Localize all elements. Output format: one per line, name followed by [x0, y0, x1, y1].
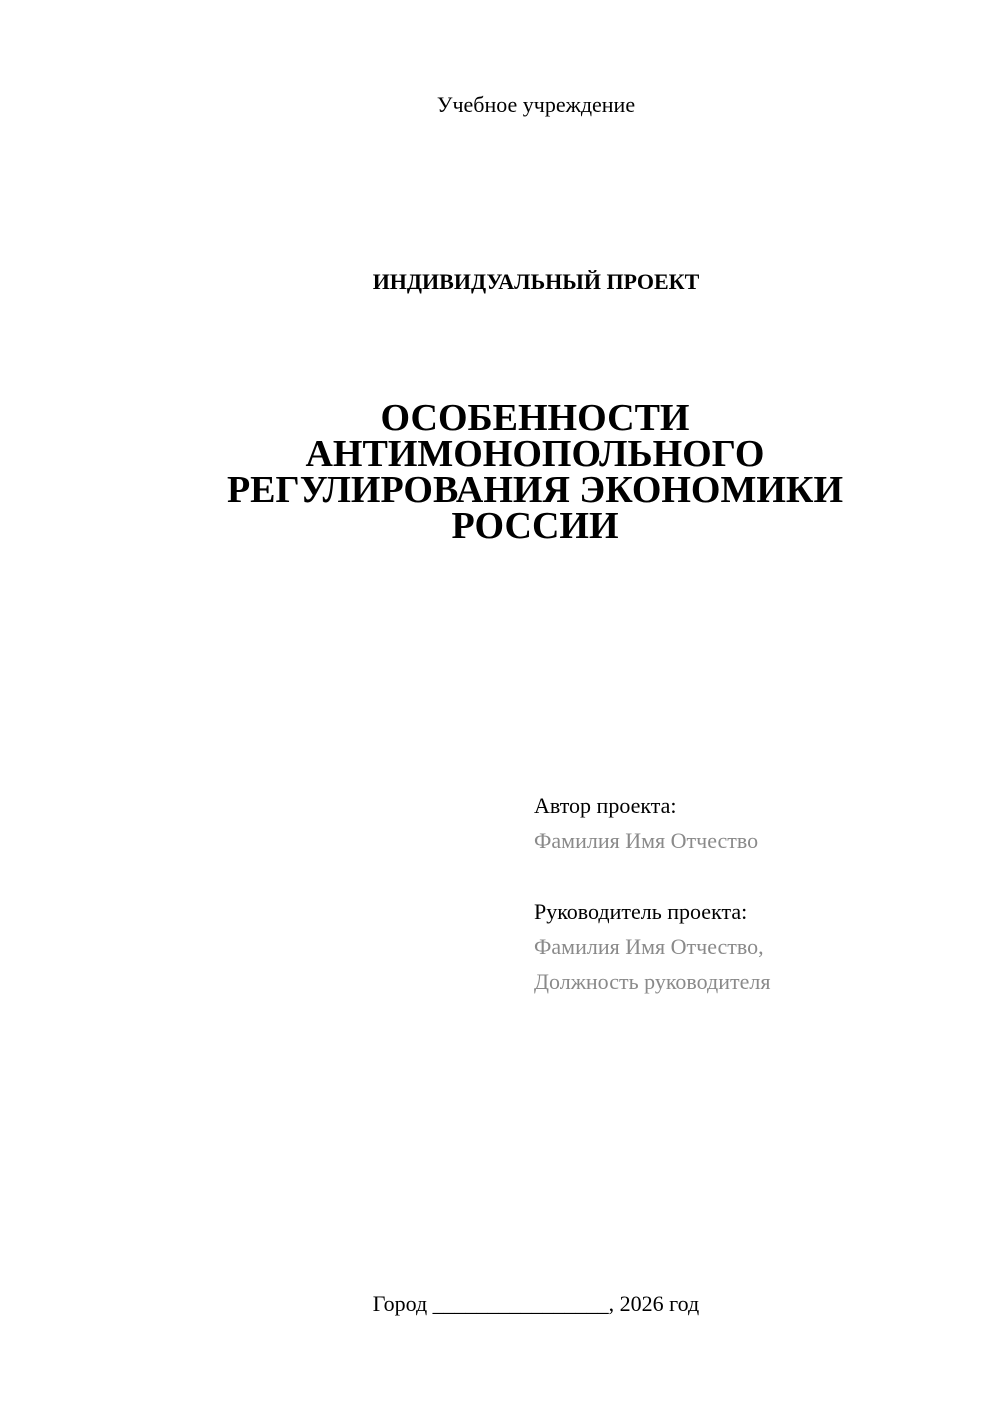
document-title — [150, 397, 920, 547]
info-spacer — [534, 858, 974, 894]
city-year: Город ________________, 2026 год — [372, 1291, 700, 1316]
title-line: АНТИМОНОПОЛЬНОГО — [305, 433, 765, 475]
title-line: ОСОБЕННОСТИ — [380, 397, 690, 439]
document-type: ИНДИВИДУАЛЬНЫЙ ПРОЕКТ — [372, 269, 700, 294]
supervisor-name: Фамилия Имя Отчество, — [534, 934, 764, 959]
title-line: РОССИИ — [451, 505, 619, 547]
author-name: Фамилия Имя Отчество — [534, 828, 759, 853]
institution-name: Учебное учреждение — [436, 92, 636, 117]
author-label: Автор проекта: — [534, 793, 677, 818]
supervisor-label: Руководитель проекта: — [534, 899, 748, 924]
title-line: РЕГУЛИРОВАНИЯ ЭКОНОМИКИ — [226, 469, 844, 511]
supervisor-position: Должность руководителя — [534, 969, 771, 994]
project-info — [534, 788, 974, 999]
